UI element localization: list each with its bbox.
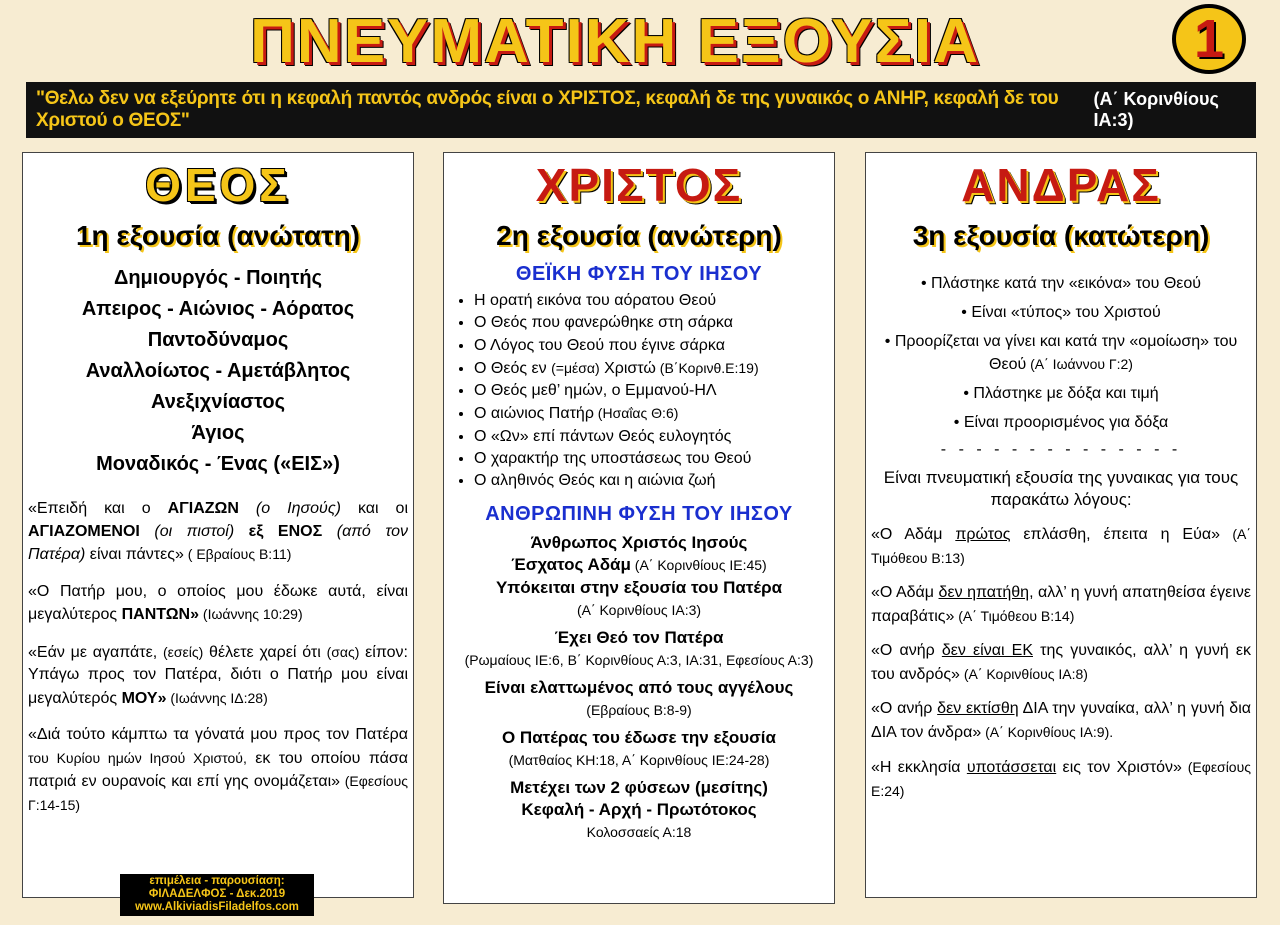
quote-note: (ο Ιησούς) [238, 500, 341, 517]
attribute-item: Δημιουργός - Ποιητής [113, 267, 323, 289]
divine-nature-list [444, 290, 834, 493]
human-ref: (Εβραίους Β:8-9) [586, 701, 692, 718]
list-item: • Πλάστηκε με δόξα και τιμή [963, 385, 1159, 402]
human-item: Ο Πατέρας του έδωσε την εξουσία [501, 727, 776, 747]
attribute-item: Άγιος [191, 422, 245, 444]
column-heading: ΧΡΙΣΤΟΣ [535, 159, 743, 211]
quote-emphasis: ΜΟΥ» [121, 689, 167, 707]
credit-line: ΦΙΛΑΔΕΛΦΟΣ - Δεκ.2019 [148, 888, 286, 900]
quote-note: (εσείς) [162, 643, 204, 660]
quote-text: είναι πάντες» [85, 546, 184, 563]
human-ref: (Α΄ Κορινθίους ΙΑ:3) [576, 601, 702, 618]
list-item: • Ο χαρακτήρ της υποστάσεως του Θεού [474, 448, 834, 470]
human-item: Είναι ελαττωμένος από τους αγγέλους [484, 677, 794, 697]
human-ref: Κολοσσαείς Α:18 [586, 823, 692, 840]
attribute-item: Μοναδικός - Ένας («ΕΙΣ») [96, 453, 340, 475]
quote-emphasis: εξ ΕΝΟΣ [234, 522, 323, 540]
attribute-item: Παντοδύναμος [147, 329, 289, 351]
quote-text: είπον: Υπάγω προς τον Πατέρα, διότι ο Πατήρ μου είναι μεγαλύτερός [28, 643, 408, 707]
attribute-item: Απειρος - Αιώνιος - Αόρατος [81, 298, 355, 320]
credit-box [120, 874, 314, 916]
quote-text: «Εάν με αγαπάτε, [28, 643, 163, 661]
human-nature-list [444, 532, 834, 843]
column-heading: ΑΝΔΡΑΣ [961, 159, 1161, 211]
quote-text: «Ο Πατήρ μου, ο οποίος μου έδωκε αυτά, είναι μεγαλύτερος [28, 582, 408, 623]
quote-emphasis: ΑΓΙΑΖΟΜΕΝΟΙ [28, 522, 140, 540]
human-item: Μετέχει των 2 φύσεων (μεσίτης) [510, 777, 768, 797]
quote-text: «Επειδή και ο [28, 500, 168, 517]
quote-text: θέλετε χαρεί ότι [203, 643, 327, 661]
verse-banner [26, 82, 1256, 138]
list-item: • Πλάστηκε κατά την «εικόνα» του Θεού [920, 275, 1202, 292]
quote-note: του Κυρίου ημών Ιησού Χριστού, [28, 749, 247, 766]
list-item: • Είναι «τύπος» του Χριστού [961, 304, 1161, 321]
quote-reference: ( [183, 546, 193, 562]
human-ref: (Ματθαίος ΚΗ:18, Α΄ Κορινθίους ΙΕ:24-28) [508, 751, 770, 768]
list-item: • Προορίζεται να γίνει και κατά την «ομοίωση» του Θεού (Α΄ Ιωάννου Γ:2) [884, 333, 1238, 373]
quote-note: (σας) [326, 643, 360, 660]
column-subheading: 2η εξουσία (ανώτερη) [496, 220, 782, 251]
column-man [865, 152, 1257, 898]
scripture-quote: «Η εκκλησία υποτάσσεται εις τον Χριστόν» (Εφεσίους Ε:24) [871, 759, 1251, 799]
human-ref: (Ρωμαίους ΙΕ:6, Β΄ Κορινθίους Α:3, ΙΑ:31, Εφεσίους Α:3) [464, 651, 814, 668]
list-item: • Ο Θεός που φανερώθηκε στη σάρκα [474, 312, 834, 334]
human-item: Κεφαλή - Αρχή - Πρωτότοκος [521, 799, 757, 819]
quote-text: εκ του οποίου πάσα πατριά εν ουρανοίς και επί γης ονομάζεται» [28, 749, 408, 790]
verse-text: "Θελω δεν να εξεύρητε ότι η κεφαλή παντός ανδρός είναι ο ΧΡΙΣΤΟΣ, κεφαλή δε της γυναικός ο ΑΝΗΡ, κεφαλή δε του Χριστού ο ΘΕΟΣ" [36, 88, 1059, 131]
scripture-quote: «Ο Αδάμ πρώτος επλάσθη, έπειτα η Εύα» (Α΄ Τιμόθεου Β:13) [871, 526, 1251, 566]
quote-reference: (Ιωάννης 10:29) [199, 606, 303, 622]
list-item: • Ο αιώνιος Πατήρ (Ησαΐας Θ:6) [474, 402, 834, 425]
list-item: • Ο Λόγος του Θεού που έγινε σάρκα [474, 335, 834, 357]
column-god [22, 152, 414, 898]
human-item: Έχει Θεό τον Πατέρα [554, 627, 724, 647]
quote-note: (από τον Πατέρα) [28, 522, 409, 563]
scripture-quote [23, 641, 413, 711]
human-item: Άνθρωπος Χριστός Ιησούς [530, 532, 748, 552]
reasons-intro: Είναι πνευματική εξουσία της γυναικας για τους παρακάτω λόγους: [883, 468, 1239, 509]
quote-emphasis: ΠΑΝΤΩΝ» [121, 606, 200, 623]
scripture-quote [23, 581, 413, 627]
quote-reference: Εβραίους Β:11) [192, 546, 292, 562]
human-item: Έσχατος Αδάμ (Α΄ Κορινθίους ΙΕ:45) [511, 554, 767, 574]
list-item: • Ο «Ων» επί πάντων Θεός ευλογητός [474, 426, 834, 448]
quote-note: (οι πιστοί) [139, 522, 235, 540]
human-nature-heading: ΑΝΘΡΩΠΙΝΗ ΦΥΣΗ ΤΟΥ ΙΗΣΟΥ [485, 502, 793, 525]
divine-nature-heading: ΘΕΪΚΗ ΦΥΣΗ ΤΟΥ ΙΗΣΟΥ [515, 263, 763, 285]
man-attributes-list [866, 273, 1256, 434]
page-title: ΠΝΕΥΜΑΤΙΚΗ ΕΞΟΥΣΙΑ [250, 7, 980, 76]
quote-reference: (Ιωάννης ΙΔ:28) [166, 689, 268, 706]
attributes-list [23, 263, 413, 480]
verse-reference: (Α΄ Κορινθίους ΙΑ:3) [1093, 89, 1219, 130]
scripture-quote: «Ο ανήρ δεν εκτίσθη ΔΙΑ την γυναίκα, αλλ’ η γυνή δια ΔΙΑ τον άνδρα» (Α΄ Κορινθίους ΙΑ:9). [871, 700, 1251, 741]
list-item: • Ο αληθινός Θεός και η αιώνια ζωή [474, 470, 834, 492]
list-item: • Η ορατή εικόνα του αόρατου Θεού [474, 290, 834, 312]
list-item: • Είναι προορισμένος για δόξα [953, 414, 1169, 431]
attribute-item: Ανεξιχνίαστος [151, 391, 285, 413]
scripture-quote: «Ο Αδάμ δεν ηπατήθη, αλλ’ η γυνή απατηθείσα έγεινε παραβάτις» (Α΄ Τιμόθεου Β:14) [871, 584, 1251, 625]
column-heading: ΘΕΟΣ [145, 159, 291, 211]
scripture-quote [23, 724, 413, 817]
quote-reference: (Εφεσίους Γ:14-15) [28, 773, 408, 813]
column-subheading: 3η εξουσία (κατώτερη) [912, 220, 1210, 251]
scripture-quote: «Ο ανήρ δεν είναι ΕΚ της γυναικός, αλλ’ η γυνή εκ του ανδρός» (Α΄ Κορινθίους ΙΑ:8) [871, 642, 1252, 683]
attribute-item: Αναλλοίωτος - Αμετάβλητος [85, 360, 351, 382]
list-item: • Ο Θεός μεθ’ ημών, ο Εμμανού-ΗΛ [474, 380, 834, 402]
quote-text: «Διά τούτο κάμπτω τα γόνατά μου προς τον Πατέρα [28, 726, 408, 743]
human-item: Υπόκειται στην εξουσία του Πατέρα [495, 577, 783, 597]
column-subheading: 1η εξουσία (ανώτατη) [75, 220, 361, 251]
list-item: • Ο Θεός εν (=μέσα) Χριστώ (Β΄Κορινθ.Ε:19) [474, 357, 834, 380]
scripture-quote [23, 498, 413, 567]
page-number-badge: 1 [1172, 4, 1246, 74]
credit-line: επιμέλεια - παρουσίαση: [149, 875, 285, 887]
quote-text: και οι [340, 500, 409, 517]
quote-emphasis: ΑΓΙΑΖΩΝ [167, 500, 239, 517]
column-christ [443, 152, 835, 904]
divider: - - - - - - - - - - - - - - [940, 441, 1182, 458]
credit-website-link[interactable]: www.AlkiviadisFiladelfos.com [135, 901, 299, 913]
